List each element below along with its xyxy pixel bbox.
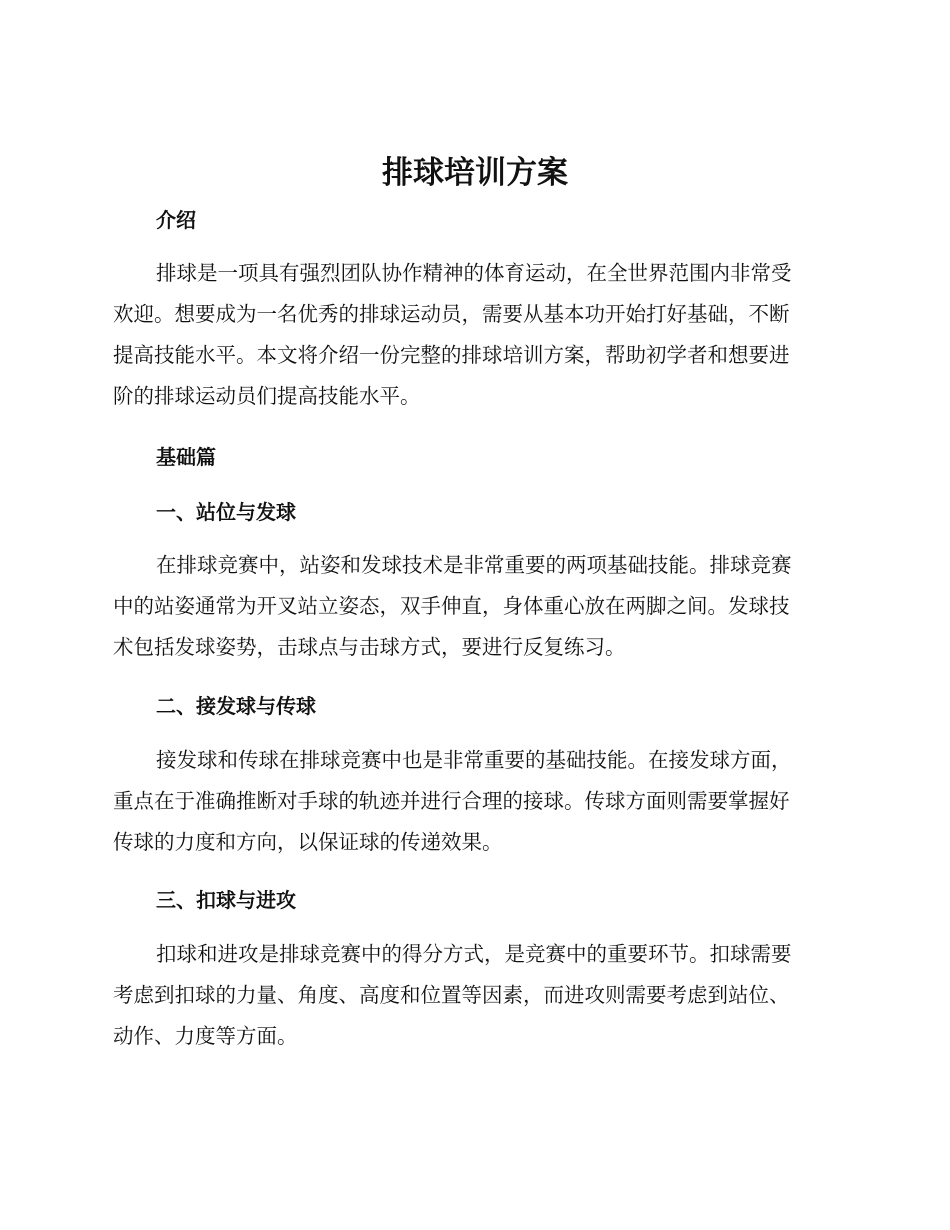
section-heading-spike-attack: 三、扣球与进攻	[156, 888, 296, 912]
paragraph-line: 扣球和进攻是排球竞赛中的得分方式，是竞赛中的重要环节。扣球需要	[156, 942, 792, 966]
paragraph-line: 欢迎。想要成为一名优秀的排球运动员，需要从基本功开始打好基础，不断	[113, 302, 790, 326]
paragraph-line: 阶的排球运动员们提高技能水平。	[113, 384, 421, 408]
paragraph-line: 动作、力度等方面。	[113, 1024, 298, 1048]
document-title: 排球培训方案	[382, 155, 568, 191]
section-heading-basics: 基础篇	[156, 445, 216, 469]
paragraph-line: 中的站姿通常为开叉站立姿态，双手伸直，身体重心放在两脚之间。发球技	[113, 594, 790, 618]
paragraph-stance-serve	[113, 545, 831, 668]
paragraph-line: 提高技能水平。本文将介绍一份完整的排球培训方案，帮助初学者和想要进	[113, 343, 790, 367]
section-heading-receive-pass: 二、接发球与传球	[156, 694, 316, 718]
paragraph-line: 考虑到扣球的力量、角度、高度和位置等因素，而进攻则需要考虑到站位、	[113, 983, 790, 1007]
paragraph-intro	[113, 253, 831, 417]
paragraph-line: 传球的力度和方向，以保证球的传递效果。	[113, 830, 503, 854]
paragraph-line: 排球是一项具有强烈团队协作精神的体育运动，在全世界范围内非常受	[156, 261, 792, 285]
paragraph-receive-pass	[113, 740, 831, 863]
section-heading-intro: 介绍	[156, 208, 196, 232]
paragraph-line: 在排球竞赛中，站姿和发球技术是非常重要的两项基础技能。排球竞赛	[156, 553, 792, 577]
paragraph-spike-attack	[113, 934, 831, 1057]
paragraph-line: 接发球和传球在排球竞赛中也是非常重要的基础技能。在接发球方面，	[156, 748, 792, 772]
section-heading-stance-serve: 一、站位与发球	[156, 500, 296, 524]
paragraph-line: 重点在于准确推断对手球的轨迹并进行合理的接球。传球方面则需要掌握好	[113, 789, 790, 813]
paragraph-line: 术包括发球姿势，击球点与击球方式，要进行反复练习。	[113, 635, 626, 659]
